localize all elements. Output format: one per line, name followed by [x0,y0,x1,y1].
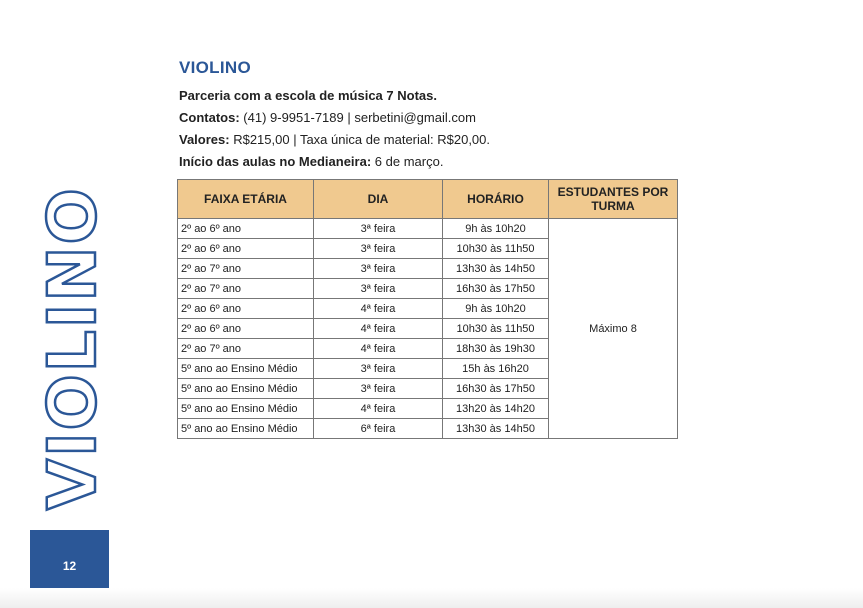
start-label: Início das aulas no Medianeira: [179,154,372,169]
table-header-row [178,180,678,219]
cell-day: 4ª feira [314,339,443,359]
header-time: HORÁRIO [443,180,549,219]
cell-day: 4ª feira [314,299,443,319]
cell-day: 3ª feira [314,279,443,299]
cell-day: 3ª feira [314,359,443,379]
cell-age: 2º ao 7º ano [178,279,314,299]
cell-day: 4ª feira [314,319,443,339]
cell-time: 16h30 às 17h50 [443,379,549,399]
cell-time: 9h às 10h20 [443,219,549,239]
cell-age: 5º ano ao Ensino Médio [178,359,314,379]
table-body [178,219,678,439]
cell-age: 2º ao 6º ano [178,239,314,259]
cell-day: 3ª feira [314,219,443,239]
partnership-text: Parceria com a escola de música 7 Notas. [179,88,437,103]
contacts-line [179,107,490,129]
cell-time: 16h30 às 17h50 [443,279,549,299]
cell-day: 4ª feira [314,399,443,419]
cell-day: 3ª feira [314,259,443,279]
cell-time: 10h30 às 11h50 [443,239,549,259]
cell-time: 18h30 às 19h30 [443,339,549,359]
cell-age: 5º ano ao Ensino Médio [178,399,314,419]
cell-age: 5º ano ao Ensino Médio [178,379,314,399]
cell-age: 2º ao 6º ano [178,319,314,339]
cell-time: 13h30 às 14h50 [443,259,549,279]
cell-day: 3ª feira [314,379,443,399]
table-row [178,219,678,239]
contacts-value: (41) 9-9951-7189 | serbetini@gmail.com [239,110,476,125]
cell-age: 2º ao 6º ano [178,219,314,239]
start-line [179,151,490,173]
start-value: 6 de março. [371,154,444,169]
page-bottom-shade [0,588,863,608]
cell-time: 10h30 às 11h50 [443,319,549,339]
cell-time: 15h às 16h20 [443,359,549,379]
cell-age: 2º ao 6º ano [178,299,314,319]
course-info [179,58,490,173]
cell-time: 13h20 às 14h20 [443,399,549,419]
course-heading: VIOLINO [179,58,251,77]
page-number: 12 [62,559,77,573]
cell-age: 2º ao 7º ano [178,339,314,359]
prices-value: R$215,00 | Taxa única de material: R$20,00. [229,132,491,147]
header-students: ESTUDANTES POR TURMA [549,180,678,219]
prices-line [179,129,490,151]
cell-day: 3ª feira [314,239,443,259]
cell-day: 6ª feira [314,419,443,439]
cell-time: 13h30 às 14h50 [443,419,549,439]
header-day: DIA [314,180,443,219]
side-title: VIOLINO [34,186,111,510]
cell-time: 9h às 10h20 [443,299,549,319]
partnership-line [179,85,490,107]
prices-label: Valores: [179,132,230,147]
cell-students-max: Máximo 8 [549,219,678,439]
schedule-table [177,179,678,439]
contacts-label: Contatos: [179,110,240,125]
cell-age: 2º ao 7º ano [178,259,314,279]
header-age: FAIXA ETÁRIA [178,180,314,219]
cell-age: 5º ano ao Ensino Médio [178,419,314,439]
